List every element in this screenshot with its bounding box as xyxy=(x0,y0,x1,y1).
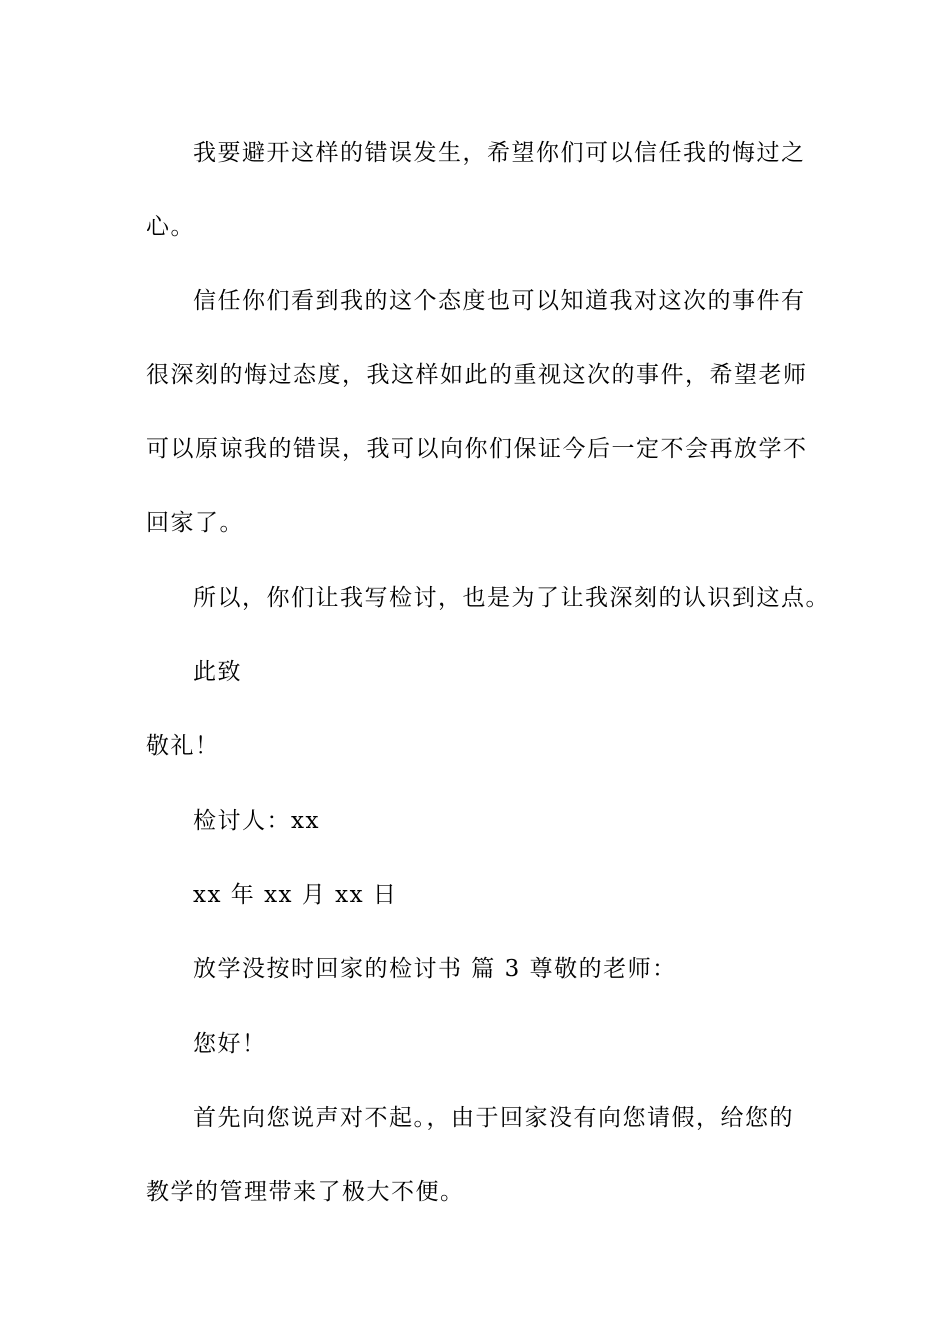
paragraph-line: 首先向您说声对不起。，由于回家没有向您请假，给您的 xyxy=(193,1105,794,1131)
paragraph-line: 回家了。 xyxy=(146,510,244,536)
section-heading: 放学没按时回家的检讨书 篇 3 尊敬的老师： xyxy=(193,956,677,982)
paragraph-line: 教学的管理带来了极大不便。 xyxy=(146,1179,465,1205)
paragraph-line: 我要避开这样的错误发生，希望你们可以信任我的悔过之 xyxy=(193,140,806,166)
paragraph-line: 很深刻的悔过态度，我这样如此的重视这次的事件，希望老师 xyxy=(146,362,808,388)
paragraph-line: 信任你们看到我的这个态度也可以知道我对这次的事件有 xyxy=(193,288,806,314)
paragraph-line: 心。 xyxy=(146,214,195,240)
paragraph-line: 可以原谅我的错误，我可以向你们保证今后一定不会再放学不 xyxy=(146,436,808,462)
paragraph-line: 所以，你们让我写检讨，也是为了让我深刻的认识到这点。 xyxy=(193,585,830,611)
date-line: xx 年 xx 月 xx 日 xyxy=(193,882,398,908)
greeting-line: 您好！ xyxy=(193,1031,267,1057)
closing-line: 此致 xyxy=(193,659,242,685)
author-line: 检讨人：xx xyxy=(193,808,320,834)
closing-salute: 敬礼！ xyxy=(146,733,220,759)
